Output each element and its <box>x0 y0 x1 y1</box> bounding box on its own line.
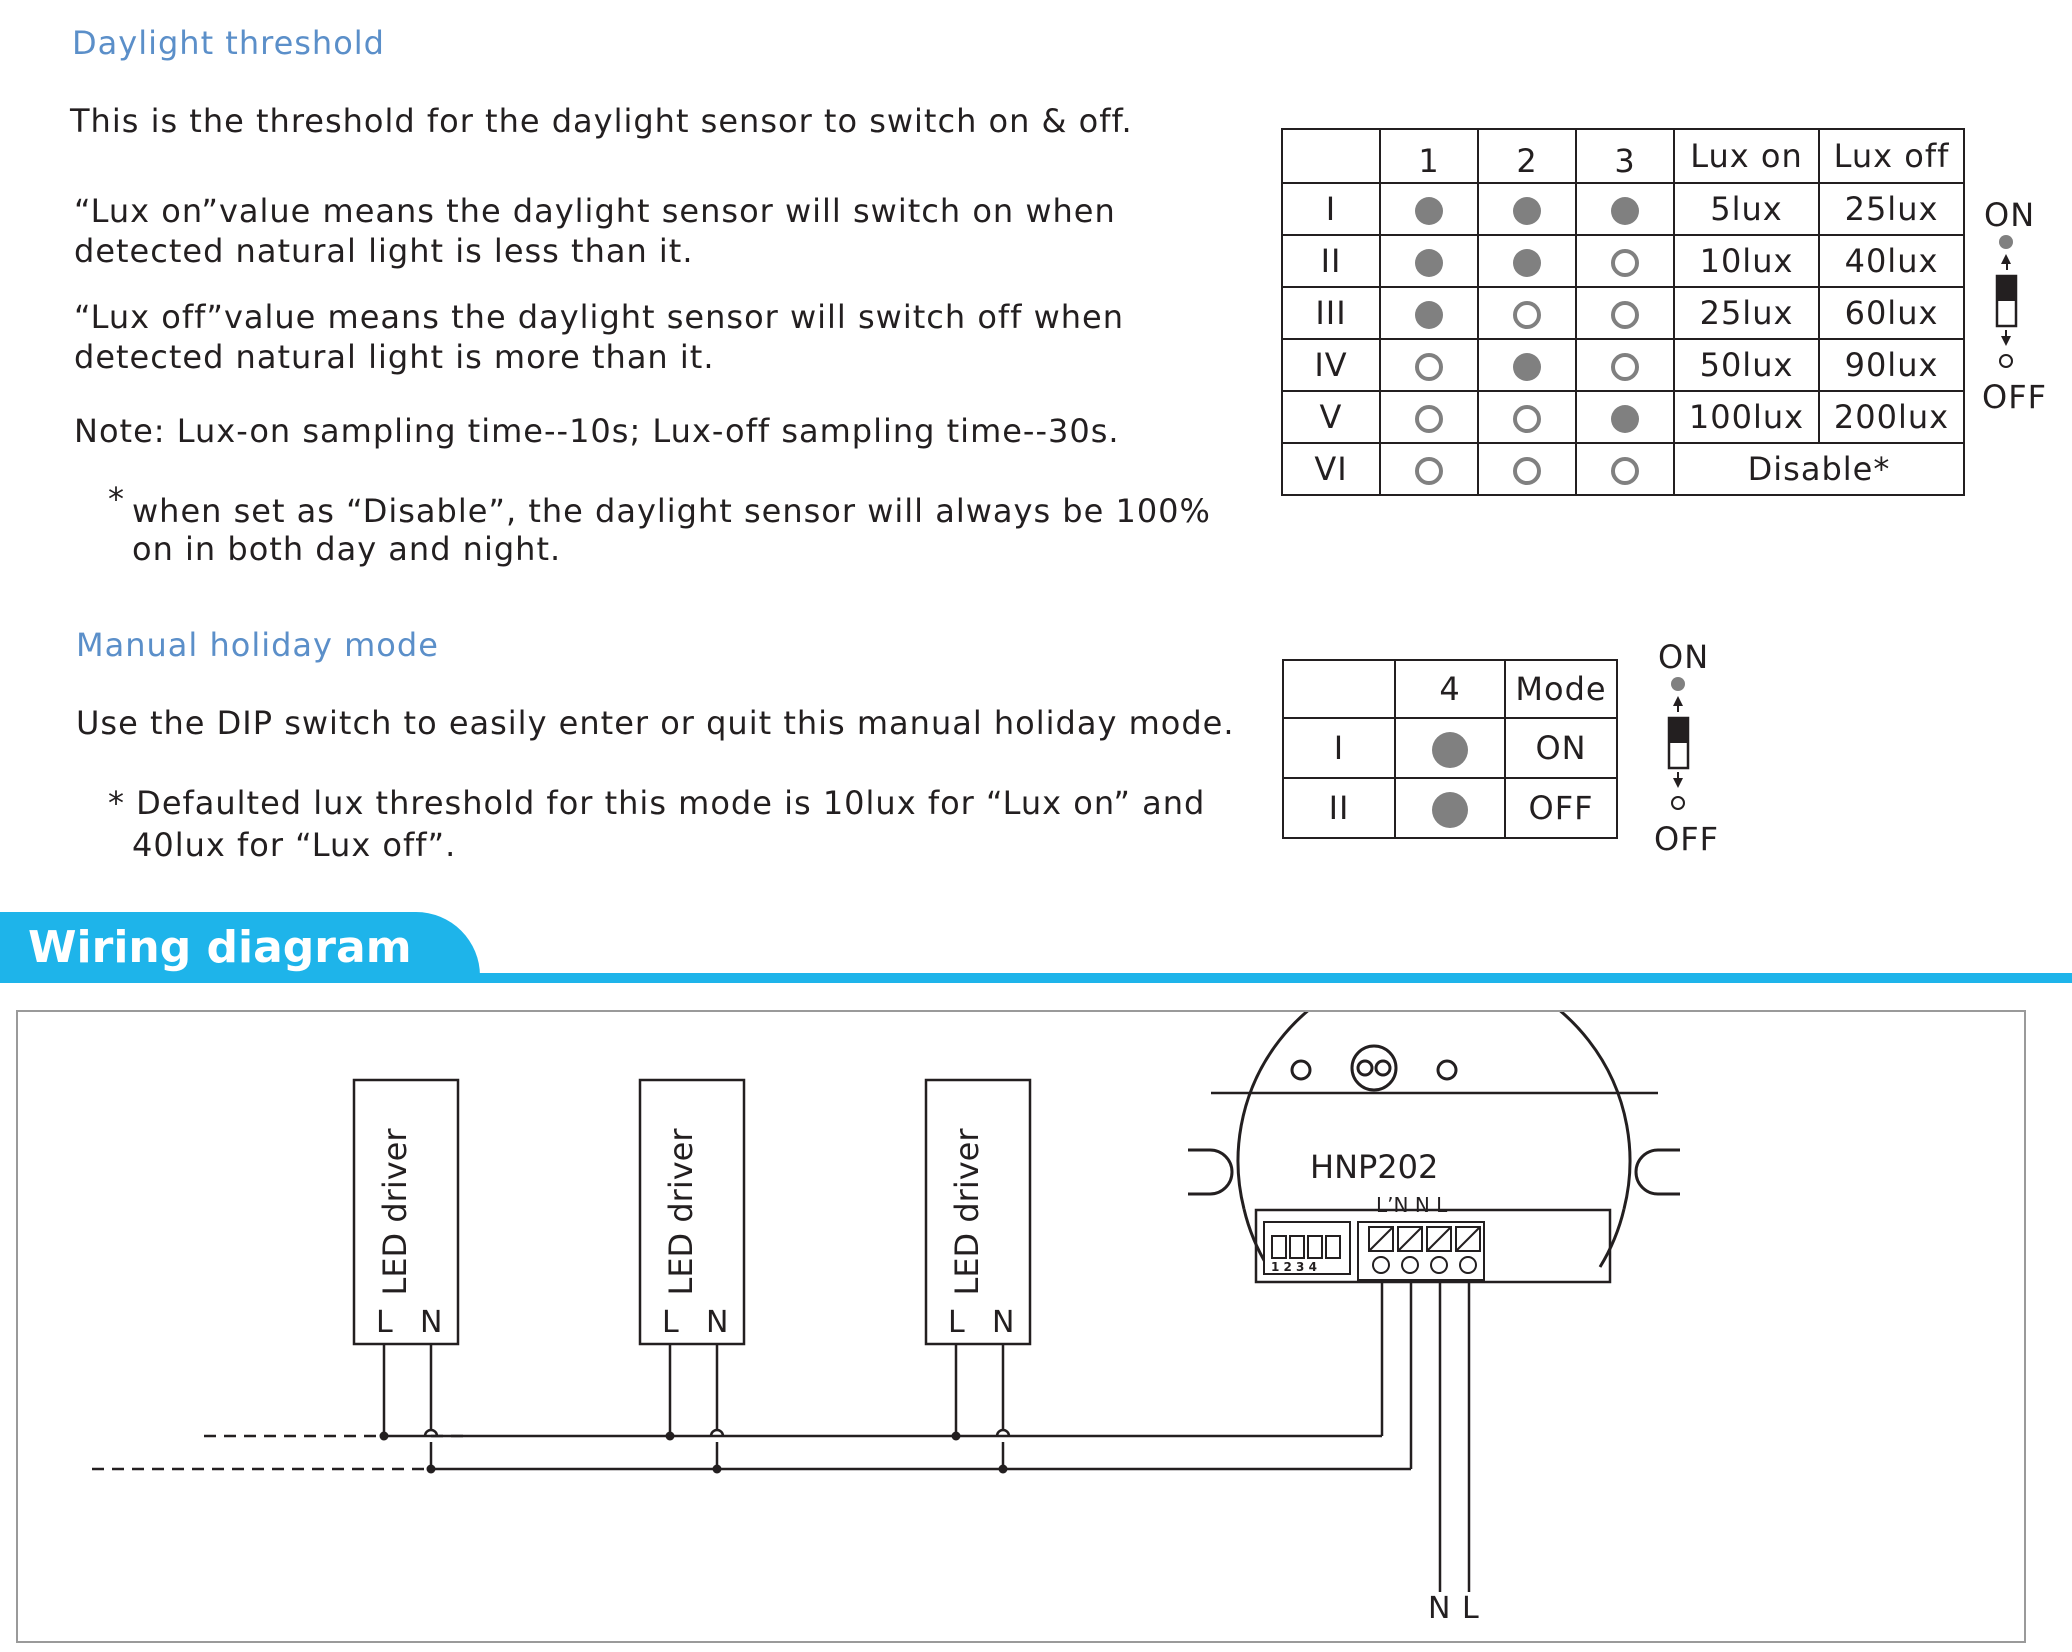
footnote-line1: when set as “Disable”, the daylight sensor will always be 100% <box>132 492 1211 530</box>
led-driver-label-1: LED driver <box>376 1128 414 1296</box>
dip-cell <box>1380 443 1478 495</box>
dip-cell <box>1380 391 1478 443</box>
holiday-heading: Manual holiday mode <box>76 626 439 664</box>
dip-cell <box>1478 339 1576 391</box>
header-cell <box>1283 660 1395 718</box>
table-row <box>1282 287 1964 339</box>
dip-cell <box>1478 287 1576 339</box>
driver-l-label: L <box>948 1305 965 1340</box>
dip-cell <box>1395 718 1505 778</box>
sampling-note: Note: Lux-on sampling time--10s; Lux-off sampling time--30s. <box>74 412 1120 450</box>
lux-on-value: 10lux <box>1674 235 1819 287</box>
dip-numbers: 1 2 3 4 <box>1271 1260 1317 1274</box>
supply-l-label: L <box>1462 1591 1479 1626</box>
mode-legend-off-label: OFF <box>1654 820 1719 858</box>
dip-cell <box>1576 443 1674 495</box>
dip-on-dot <box>1415 249 1443 277</box>
row-label: IV <box>1282 339 1380 391</box>
wiring-diagram-frame <box>16 1010 2026 1643</box>
dip-cell <box>1478 391 1576 443</box>
dip-off-dot <box>1415 405 1443 433</box>
dip-on-dot <box>1611 197 1639 225</box>
disable-cell: Disable* <box>1674 443 1964 495</box>
row-label: III <box>1282 287 1380 339</box>
table-row <box>1282 235 1964 287</box>
dip-off-dot <box>1513 301 1541 329</box>
dip-off-dot <box>1513 405 1541 433</box>
dip-switch-legend-icon <box>1990 232 2022 372</box>
lux-off-value: 25lux <box>1819 183 1964 235</box>
dip-on-dot <box>1432 732 1468 768</box>
terminal-block-icon <box>1358 1222 1484 1280</box>
dip-cell <box>1478 235 1576 287</box>
header-cell: Lux off <box>1819 129 1964 183</box>
driver-l-label: L <box>376 1305 393 1340</box>
dip-off-dot <box>1611 353 1639 381</box>
dip-off-dot <box>1611 249 1639 277</box>
lux-on-value: 100lux <box>1674 391 1819 443</box>
lux-on-value: 25lux <box>1674 287 1819 339</box>
legend-off-label: OFF <box>1982 378 2047 416</box>
lux-off-value: 60lux <box>1819 287 1964 339</box>
dip-off-dot <box>1415 457 1443 485</box>
mode-dip-switch-legend-icon <box>1662 674 1694 814</box>
legend-on-label: ON <box>1984 196 2036 234</box>
dip-cell <box>1380 183 1478 235</box>
led-driver-label-2: LED driver <box>662 1128 700 1296</box>
daylight-intro: This is the threshold for the daylight sensor to switch on & off. <box>70 102 1133 140</box>
dip-cell <box>1576 235 1674 287</box>
lux-off-value: 200lux <box>1819 391 1964 443</box>
table-row <box>1282 443 1964 495</box>
row-label: V <box>1282 391 1380 443</box>
footnote-asterisk: * <box>108 480 125 518</box>
wiring-diagram-title: Wiring diagram <box>28 922 412 973</box>
table-row <box>1282 391 1964 443</box>
lux-on-line2: detected natural light is less than it. <box>74 232 694 270</box>
dip-on-dot <box>1513 197 1541 225</box>
table-row <box>1283 718 1617 778</box>
holiday-intro: Use the DIP switch to easily enter or quit this manual holiday mode. <box>76 704 1235 742</box>
dip-on-dot <box>1415 301 1443 329</box>
dip-on-dot <box>1432 792 1468 828</box>
holiday-note-line1: * Defaulted lux threshold for this mode is 10lux for “Lux on” and <box>108 784 1206 822</box>
header-cell: Lux on <box>1674 129 1819 183</box>
mode-value: ON <box>1505 718 1617 778</box>
row-label: II <box>1282 235 1380 287</box>
daylight-heading: Daylight threshold <box>72 24 385 62</box>
header-cell <box>1282 129 1380 183</box>
driver-n-label: N <box>420 1305 443 1340</box>
holiday-mode-table <box>1282 659 1618 839</box>
dip-on-dot <box>1611 405 1639 433</box>
footnote-line2: on in both day and night. <box>132 530 562 568</box>
holiday-note-line2: 40lux for “Lux off”. <box>132 826 457 864</box>
lux-off-value: 40lux <box>1819 235 1964 287</box>
row-label: I <box>1282 183 1380 235</box>
lux-table-header-row <box>1282 129 1964 183</box>
dip-off-dot <box>1611 457 1639 485</box>
table-row <box>1282 183 1964 235</box>
mode-value: OFF <box>1505 778 1617 838</box>
table-row <box>1282 339 1964 391</box>
lux-off-value: 90lux <box>1819 339 1964 391</box>
dip-cell <box>1478 183 1576 235</box>
header-cell: 4 <box>1395 660 1505 718</box>
dip-cell <box>1576 339 1674 391</box>
dip-off-dot <box>1415 353 1443 381</box>
wiring-diagram-svg <box>18 1012 2024 1641</box>
supply-n-label: N <box>1428 1591 1451 1626</box>
table-row <box>1283 778 1617 838</box>
led-driver-label-3: LED driver <box>948 1128 986 1296</box>
driver-n-label: N <box>992 1305 1015 1340</box>
device-name: HNP202 <box>1310 1148 1439 1186</box>
dip-cell <box>1380 235 1478 287</box>
row-label: II <box>1283 778 1395 838</box>
dip-off-dot <box>1611 301 1639 329</box>
mode-legend-on-label: ON <box>1658 638 1710 676</box>
row-label: VI <box>1282 443 1380 495</box>
dip-cell <box>1576 183 1674 235</box>
dip-cell <box>1380 287 1478 339</box>
section-banner-line <box>0 973 2072 983</box>
header-cell: 2 <box>1478 129 1576 183</box>
dip-cell <box>1576 287 1674 339</box>
lux-on-value: 5lux <box>1674 183 1819 235</box>
driver-n-label: N <box>706 1305 729 1340</box>
dip-cell <box>1395 778 1505 838</box>
header-cell: 1 <box>1380 129 1478 183</box>
header-cell: Mode <box>1505 660 1617 718</box>
row-label: I <box>1283 718 1395 778</box>
lux-on-value: 50lux <box>1674 339 1819 391</box>
lux-threshold-table <box>1281 128 1965 496</box>
dip-off-dot <box>1513 457 1541 485</box>
dip-on-dot <box>1513 249 1541 277</box>
dip-cell <box>1380 339 1478 391</box>
dip-on-dot <box>1513 353 1541 381</box>
driver-l-label: L <box>662 1305 679 1340</box>
lux-on-line1: “Lux on”value means the daylight sensor will switch on when <box>74 192 1116 230</box>
lux-off-line2: detected natural light is more than it. <box>74 338 715 376</box>
dip-on-dot <box>1415 197 1443 225</box>
lux-off-line1: “Lux off”value means the daylight sensor will switch off when <box>74 298 1125 336</box>
dip-cell <box>1478 443 1576 495</box>
mode-table-header-row <box>1283 660 1617 718</box>
header-cell: 3 <box>1576 129 1674 183</box>
dip-cell <box>1576 391 1674 443</box>
terminal-labels: L’N N L <box>1376 1193 1448 1217</box>
